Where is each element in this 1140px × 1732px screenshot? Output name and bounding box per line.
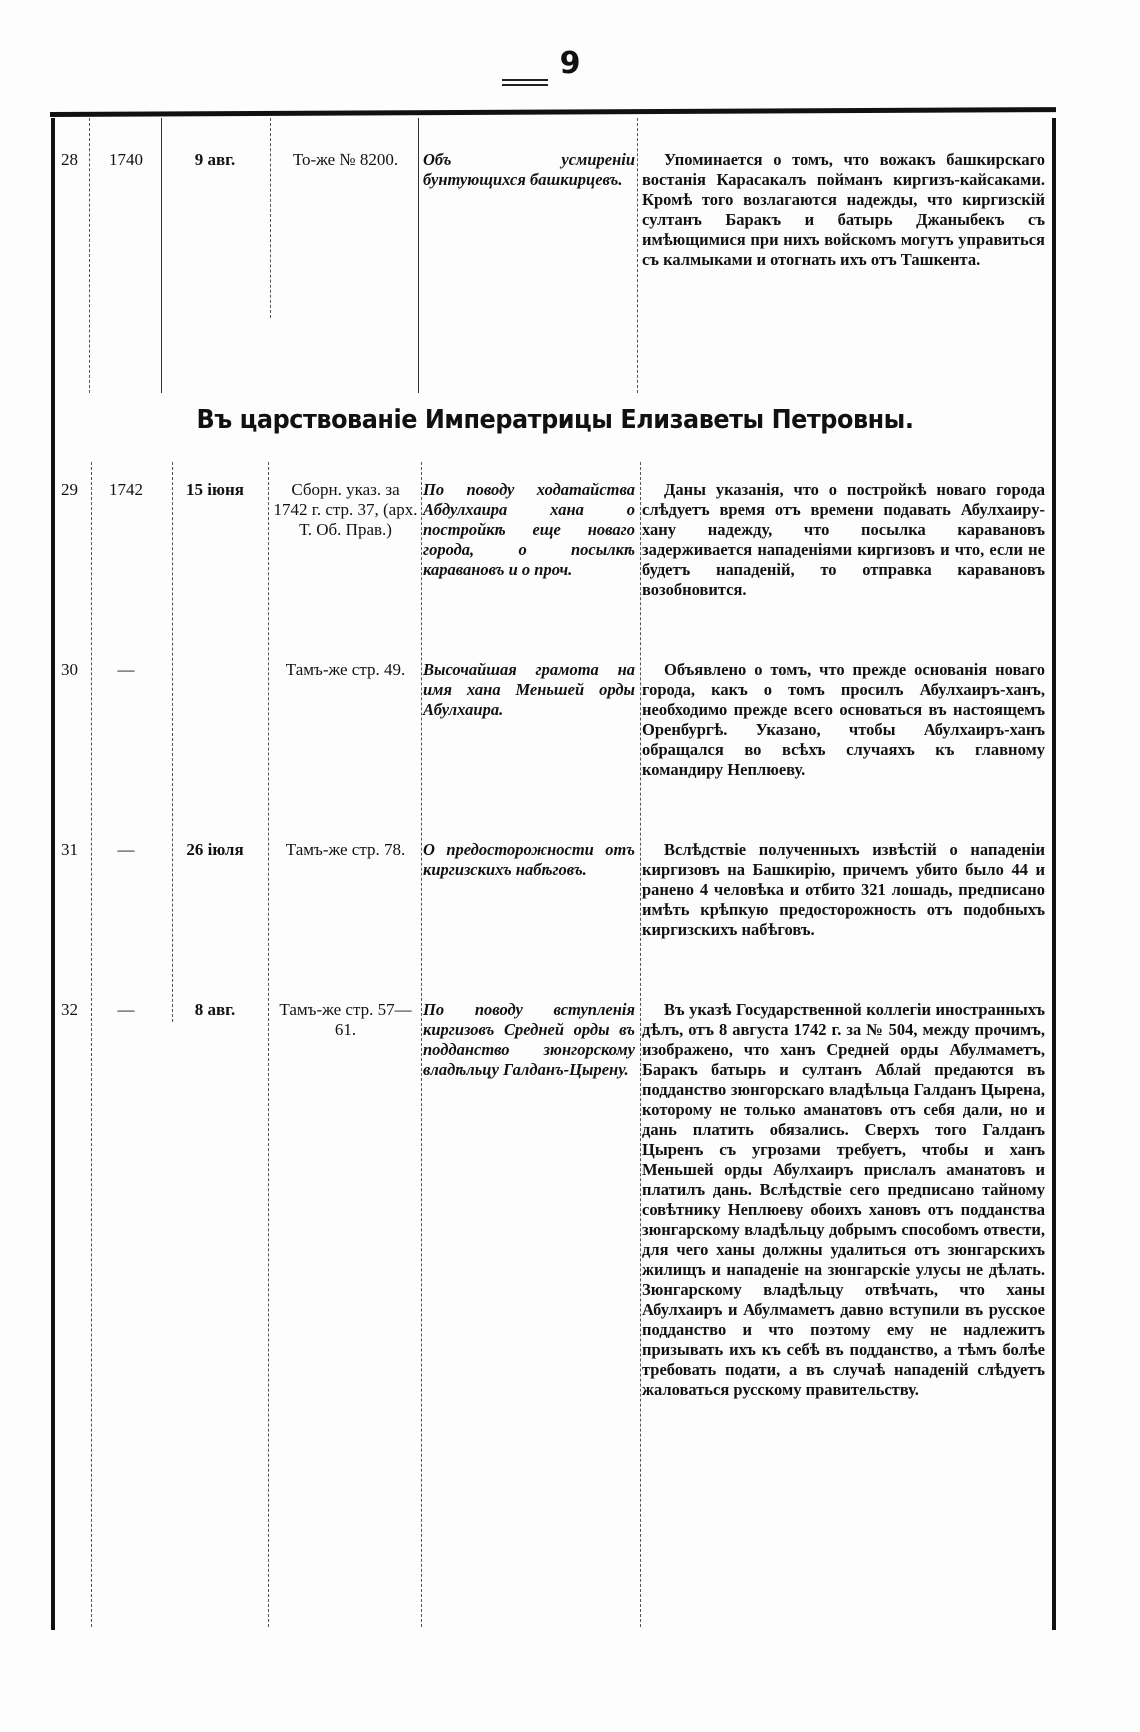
column-divider-year-lower [172, 462, 173, 1022]
row-date: 8 авг. [194, 1000, 236, 1019]
row-summary: Упоминается о томъ, что вожакъ башкирскаго востанія Карасакалъ пойманъ киргизъ-кайсаками. Кромѣ того возлагаются надежды, что киргизскій султанъ Баракъ и батырь Джаныбекъ съ имѣющимися при нихъ войскомъ могутъ управиться съ калмыками и отогнать ихъ отъ Ташкента. [642, 150, 1045, 269]
row-date: 26 іюля [186, 840, 244, 859]
row-number: 29 [61, 480, 78, 499]
row-year: 1740 [109, 150, 143, 169]
row-source: То-же № 8200. [292, 150, 399, 169]
column-divider-year [161, 118, 162, 393]
row-summary: Даны указанія, что о постройкѣ новаго города слѣдуетъ время отъ времени подавать Абулхаиру-хану надежду, что посылка каравановъ задерживается нападеніями киргизовъ и что, если не будетъ нападеній, то отправка каравановъ возобновится. [642, 480, 1045, 599]
row-title: По поводу ходатайства Абдулхаира хана о постройкѣ еще новаго города, о посылкѣ каравановъ и о проч. [423, 480, 635, 579]
column-divider-title-lower [640, 462, 641, 1627]
table-top-rule [50, 107, 1056, 117]
row-summary: Въ указѣ Государственной коллегіи иностранныхъ дѣлъ, отъ 8 августа 1742 г. за № 504, между прочимъ, изображено, что ханъ Средней орды Абулмаметъ, Баракъ батырь и султанъ Аблай предаются въ подданство зюнгорскаго владѣльца Галданъ Цырена, которому не только аманатовъ отъ себя дали, но и дань платить обязались. Сверхъ того Галданъ Цыренъ съ угрозами требуетъ, чтобы и ханъ Меньшей орды Абулхаиръ прислалъ аманатовъ и платилъ дань. Вслѣдствіе сего предписано тайному совѣтнику Неплюеву обоихъ хановъ отъ подданства зюнгарскому владѣльцу добрымъ способомъ отвести, для чего ханы должны удалиться отъ зюнгарскихъ жилищъ и нападеніе на зюнгарскіе улусы не дѣлать. Зюнгарскому владѣльцу отвѣчать, что ханы Абулхаиръ и Абулмаметъ давно вступили въ русское подданство и что поэтому ему не надлежитъ призывать ихъ къ себѣ въ подданство, а тѣмъ болѣе требовать подати, а въ случаѣ нападеній слѣдуетъ жаловаться русскому правительству. [642, 1000, 1045, 1399]
column-divider-num-lower [91, 462, 92, 1627]
table-left-border [51, 118, 55, 1630]
column-divider-date [270, 118, 271, 318]
column-divider-title [637, 118, 638, 393]
row-number: 30 [61, 660, 78, 679]
page-number-underline-second [502, 84, 548, 86]
page-number-underline [502, 79, 548, 81]
row-year: — [117, 660, 135, 679]
row-year: — [117, 840, 135, 859]
row-source: Тамъ-же стр. 78. [285, 840, 406, 859]
row-title: Высочайшая грамота на имя хана Меньшей орды Абулхаира. [423, 660, 635, 719]
row-summary: Вслѣдствіе полученныхъ извѣстій о нападеніи киргизовъ на Башкирію, причемъ убито было 44 и ранено 4 человѣка и отбито 321 лошадь, предписано имѣть крѣпкую предосторожность отъ подобныхъ киргизскихъ набѣговъ. [642, 840, 1045, 939]
row-number: 28 [61, 150, 78, 169]
row-source: Сборн. указ. за 1742 г. стр. 37, (арх. Т. Об. Прав.) [273, 480, 418, 539]
row-summary: Объявлено о томъ, что прежде основанія новаго города, какъ о томъ просилъ Абулхаиръ-ханъ, необходимо прежде всего основаться въ настоящемъ Оренбургѣ. Указано, чтобы Абулхаиръ-ханъ обращался во всѣхъ случаяхъ къ главному командиру Неплюеву. [642, 660, 1045, 779]
row-title: По поводу вступленія киргизовъ Средней орды въ подданство зюнгорскому владѣльцу Галданъ-Цырену. [423, 1000, 635, 1079]
row-title: Объ усмиреніи бунтующихся башкирцевъ. [423, 150, 635, 189]
page-number: 9 [559, 46, 581, 81]
row-year: 1742 [109, 480, 143, 499]
table-right-border [1052, 118, 1056, 1630]
row-title: О предосторожности отъ киргизскихъ набѣговъ. [423, 840, 635, 879]
column-divider-date-lower [268, 462, 269, 1627]
column-divider-source-lower [421, 462, 422, 1627]
row-source: Тамъ-же стр. 49. [285, 660, 406, 679]
row-number: 32 [61, 1000, 78, 1019]
section-heading: Въ царствованіе Императрицы Елизаветы Петровны. [196, 405, 914, 435]
row-date: 15 іюня [186, 480, 244, 499]
row-source: Тамъ-же стр. 57—61. [279, 1000, 412, 1039]
column-divider-source [418, 118, 419, 393]
row-year: — [117, 1000, 135, 1019]
row-number: 31 [61, 840, 78, 859]
row-date: 9 авг. [194, 150, 236, 169]
